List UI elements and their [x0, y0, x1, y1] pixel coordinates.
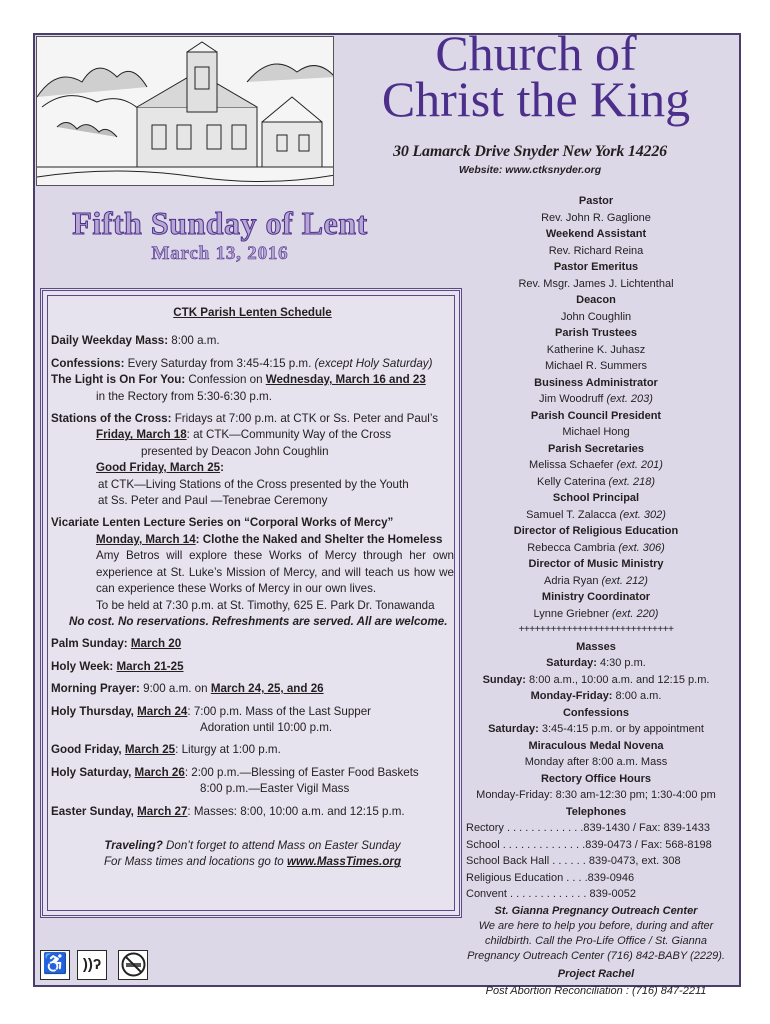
sunday-title: Fifth Sunday of Lent — [72, 205, 368, 241]
emeritus-title: Pastor Emeritus — [553, 261, 639, 273]
daily-mass: Daily Weekday Mass: 8:00 a.m. — [51, 334, 220, 348]
easter-sunday: Easter Sunday, March 27: Masses: 8:00, 10:00 a.m. and 12:15 p.m. — [51, 804, 405, 818]
stations-friday: Friday, March 18: at CTK—Community Way of the Cross — [96, 428, 392, 442]
trustees-title: Parish Trustees — [555, 327, 637, 339]
gianna-text: We are here to help you before, during and after childbirth. Call the Pro-Life Office / St. Gianna Pregnancy Outreach Center (716) 842-BABY (2229). — [467, 920, 725, 962]
lecture-date: Monday, March 14: Clothe the Naked and Shelter the Homeless — [96, 532, 443, 546]
stations: Stations of the Cross: Fridays at 7:00 p.m. at CTK or Ss. Peter and Paul’s — [51, 412, 439, 426]
stations-good-friday: Good Friday, March 25: — [96, 461, 224, 475]
confessions: Confessions: Every Saturday from 3:45-4:15 p.m. (except Holy Saturday) — [51, 356, 433, 370]
title-line-2: Christ the King — [381, 71, 691, 127]
novena-time: Monday after 8:00 a.m. Mass — [524, 756, 668, 768]
title-line-1: Church of — [435, 25, 637, 81]
principal-title: School Principal — [552, 492, 640, 504]
ministry-title: Ministry Coordinator — [541, 591, 651, 603]
morning-prayer: Morning Prayer: 9:00 a.m. on March 24, 25, and 26 — [51, 682, 324, 696]
lecture-place: To be held at 7:30 p.m. at St. Timothy, 625 E. Park Dr. Tonawanda — [96, 598, 435, 612]
secretary-2: Kelly Caterina (ext. 218) — [536, 475, 655, 488]
music-title: Director of Music Ministry — [528, 558, 664, 570]
office-hours: Monday-Friday: 8:30 am-12:30 pm; 1:30-4:00 pm — [476, 789, 716, 801]
office-title: Rectory Office Hours — [540, 772, 652, 785]
lecture-note: No cost. No reservations. Refreshments are served. All are welcome. — [69, 614, 448, 628]
religious-title: Director of Religious Education — [513, 525, 679, 537]
church-name — [340, 25, 732, 127]
mass-sunday: Sunday: 8:00 a.m., 10:00 a.m. and 12:15 p.m. — [482, 673, 710, 686]
palm-sunday: Palm Sunday: March 20 — [51, 637, 182, 651]
business-title: Business Administrator — [534, 376, 658, 389]
pastor-name: Rev. John R. Gaglione — [541, 211, 651, 224]
good-friday-line2: at Ss. Peter and Paul —Tenebrae Ceremony — [98, 494, 328, 508]
holy-week: Holy Week: March 21-25 — [51, 659, 184, 673]
ministry-name: Lynne Griebner (ext. 220) — [533, 607, 659, 620]
masstimes-link[interactable]: www.MassTimes.org — [286, 855, 402, 869]
lecture-description: Amy Betros will explore these Works of Mercy through her own experience at St. Luke’s Mission of Mercy, and will teach us how we can experience these Works of Mercy in our own lives. — [96, 549, 454, 596]
wheelchair-icon: ♿ — [40, 950, 70, 980]
church-address: 30 Lamarck Drive Snyder New York 14226 — [393, 143, 667, 160]
phone-back-hall: School Back Hall . . . . . . 839-0473, ext. 308 — [466, 855, 681, 867]
gianna-title: St. Gianna Pregnancy Outreach Center — [494, 904, 698, 917]
weekend-title: Weekend Assistant — [545, 228, 647, 240]
no-smoking-icon — [118, 950, 148, 980]
deacon-title: Deacon — [576, 294, 616, 306]
good-friday-line1: at CTK—Living Stations of the Cross presented by the Youth — [98, 477, 409, 491]
lecture-heading: Vicariate Lenten Lecture Series on “Corporal Works of Mercy” — [51, 516, 394, 530]
council-title: Parish Council President — [530, 409, 662, 422]
lenten-schedule — [51, 305, 454, 871]
stations-friday-line2: presented by Deacon John Coughlin — [141, 444, 329, 458]
trustee-1: Katherine K. Juhasz — [546, 343, 646, 356]
principal-name: Samuel T. Zalacca (ext. 302) — [526, 508, 666, 521]
novena-title: Miraculous Medal Novena — [528, 739, 664, 752]
rachel-title: Project Rachel — [557, 968, 635, 980]
rachel-text: Post Abortion Reconciliation : (716) 847-2211 — [485, 984, 707, 997]
confessions-title: Confessions — [562, 706, 629, 719]
holy-thursday-line2: Adoration until 10:00 p.m. — [200, 720, 333, 734]
mass-weekday: Monday-Friday: 8:00 a.m. — [530, 690, 662, 702]
emeritus-name: Rev. Msgr. James J. Lichtenthal — [518, 277, 674, 290]
church-building-illustration — [36, 36, 334, 186]
secretary-1: Melissa Schaefer (ext. 201) — [529, 459, 663, 471]
sunday-date: March 13, 2016 — [151, 243, 289, 264]
music-name: Adria Ryan (ext. 212) — [544, 574, 648, 587]
secretaries-title: Parish Secretaries — [547, 442, 644, 455]
good-friday: Good Friday, March 25: Liturgy at 1:00 p.m. — [51, 743, 281, 757]
parish-staff-directory — [462, 193, 730, 999]
masses-title: Masses — [576, 640, 616, 653]
holy-saturday: Holy Saturday, March 26: 2:00 p.m.—Blessing of Easter Food Baskets — [51, 765, 419, 779]
phones-title: Telephones — [565, 805, 627, 818]
trustee-2: Michael R. Summers — [544, 360, 648, 372]
schedule-heading: CTK Parish Lenten Schedule — [173, 306, 332, 319]
phone-school: School . . . . . . . . . . . . . .839-0473 / Fax: 568-8198 — [466, 838, 712, 851]
pastor-title: Pastor — [578, 195, 614, 207]
traveling-note: Traveling? Don’t forget to attend Mass on Easter Sunday — [104, 838, 401, 852]
religious-name: Rebecca Cambria (ext. 306) — [527, 541, 665, 554]
church-website[interactable]: Website: www.ctksnyder.org — [458, 164, 602, 176]
holy-thursday: Holy Thursday, March 24: 7:00 p.m. Mass of the Last Supper — [51, 704, 372, 718]
traveling-link-line: For Mass times and locations go to www.MassTimes.org — [103, 855, 402, 869]
council-name: Michael Hong — [562, 426, 630, 438]
deacon-name: John Coughlin — [560, 310, 632, 323]
divider: +++++++++++++++++++++++++++++ — [518, 624, 674, 635]
confessions-time: Saturday: 3:45-4:15 p.m. or by appointment — [488, 723, 704, 735]
weekend-name: Rev. Richard Reina — [548, 244, 644, 257]
phone-rectory: Rectory . . . . . . . . . . . . .839-1430 / Fax: 839-1433 — [466, 822, 710, 834]
mass-saturday: Saturday: 4:30 p.m. — [546, 657, 646, 669]
hearing-assist-icon: ))ʔ — [77, 950, 107, 980]
business-name: Jim Woodruff (ext. 203) — [539, 393, 653, 405]
holy-saturday-line2: 8:00 p.m.—Easter Vigil Mass — [200, 782, 350, 796]
light-is-on: The Light is On For You: Confession on Wednesday, March 16 and 23 — [51, 373, 426, 387]
phone-convent: Convent . . . . . . . . . . . . . 839-0052 — [466, 888, 636, 900]
light-is-on-line2: in the Rectory from 5:30-6:30 p.m. — [96, 389, 272, 403]
phone-religious-ed: Religious Education . . . .839-0946 — [466, 871, 635, 884]
